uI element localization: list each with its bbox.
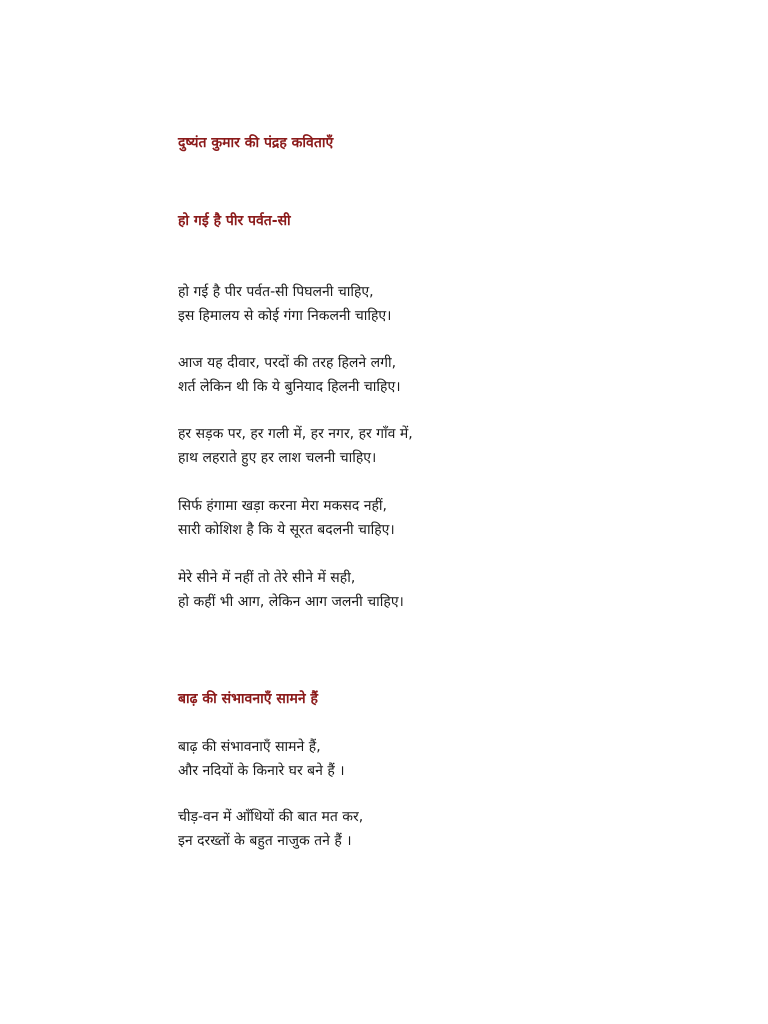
- poem-title: हो गई है पीर पर्वत-सी: [178, 213, 291, 229]
- stanza: [178, 422, 413, 470]
- verse-line: और नदियों के किनारे घर बने हैं ।: [178, 763, 345, 779]
- verse-line: आज यह दीवार, परदों की तरह हिलने लगी,: [178, 355, 397, 371]
- verse-line: हर सड़क पर, हर गली में, हर नगर, हर गाँव में,: [178, 426, 413, 442]
- stanza: [178, 566, 404, 614]
- verse-line: मेरे सीने में नहीं तो तेरे सीने में सही,: [178, 570, 356, 586]
- stanza: [178, 735, 345, 783]
- stanza: [178, 805, 363, 853]
- verse-line: इस हिमालय से कोई गंगा निकलनी चाहिए।: [178, 308, 392, 324]
- verse-line: सिर्फ हंगामा खड़ा करना मेरा मकसद नहीं,: [178, 498, 387, 514]
- poem-title: बाढ़ की संभावनाएँ सामने हैं: [178, 691, 318, 707]
- verse-line: हो कहीं भी आग, लेकिन आग जलनी चाहिए।: [178, 594, 404, 610]
- verse-line: हाथ लहराते हुए हर लाश चलनी चाहिए।: [178, 450, 377, 466]
- verse-line: शर्त लेकिन थी कि ये बुनियाद हिलनी चाहिए।: [178, 379, 401, 395]
- stanza: [178, 351, 401, 399]
- verse-line: सारी कोशिश है कि ये सूरत बदलनी चाहिए।: [178, 522, 395, 538]
- verse-line: हो गई है पीर पर्वत-सी पिघलनी चाहिए,: [178, 284, 374, 300]
- verse-line: बाढ़ की संभावनाएँ सामने हैं,: [178, 739, 321, 755]
- verse-line: चीड़-वन में आँधियों की बात मत कर,: [178, 809, 364, 825]
- verse-line: इन दरख्तों के बहुत नाजुक तने हैं ।: [178, 833, 352, 849]
- stanza: [178, 494, 395, 542]
- document-title: दुष्यंत कुमार की पंद्रह कविताएँ: [178, 135, 334, 151]
- stanza: [178, 280, 391, 328]
